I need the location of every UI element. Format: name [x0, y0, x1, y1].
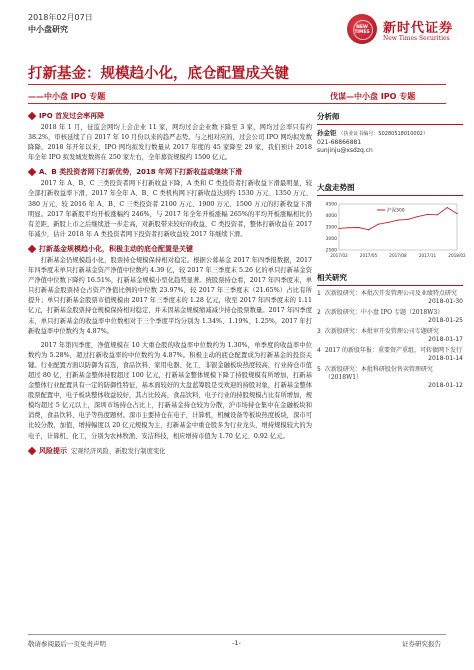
section-heading-text: A、B 类投资者网下打新优势，2018 年网下打新收益或继续下滑: [39, 168, 243, 177]
analyst-email: sunjinju@xsdzq.cn: [317, 147, 373, 154]
data-point: [397, 219, 398, 220]
title-divider: [28, 84, 446, 85]
section-heading: [28, 111, 312, 121]
y-tick-label: 3500: [325, 225, 337, 230]
related-item-date: 2018-01-25: [428, 316, 463, 324]
sidebar: [317, 111, 466, 393]
section-heading: [28, 244, 312, 254]
risk-text: 宏观经济风险、新股发行制度变化: [71, 448, 166, 456]
analyst-phone: 021-68866881: [317, 138, 362, 146]
x-tick-label: 2017/02: [330, 252, 348, 258]
y-tick-label: 4000: [325, 213, 337, 219]
x-tick-label: 2018/02: [448, 252, 466, 258]
related-item-title: 次新股研究：中小盘 IPO 专题（2018W3）: [324, 308, 444, 316]
company-logo: [347, 14, 461, 48]
x-tick-label: 2017/05: [359, 252, 378, 258]
logo-chinese-name: 新时代证券: [383, 21, 454, 36]
section-heading-text: 打新基金规模趋小化，积极主动的底仓配置是关键: [39, 244, 193, 253]
y-tick-label: 4500: [325, 202, 337, 207]
analyst-name: 孙金钜: [317, 129, 337, 137]
related-item[interactable]: [317, 328, 463, 344]
related-item-title: 次新股研究：本批审开发管理公司专题研究: [324, 327, 439, 335]
related-item-title: 次新股研究：本批科研股份售卖管理研究（2018W1）: [324, 365, 433, 381]
data-point: [456, 213, 457, 214]
section-paragraph: 打新基金仍规模趋小化，股票持仓规模保持相对稳定。根据公募基金 2017 年四季报数据，2017 年四季度末单只打新基金资产净值中位数约 4.39 亿，较 2017 年三季度末 5.26 亿的单只打新基金资产净值中位数下降约 16.51%，打新基金规模小型化趋势显著。统股票持仓看，2017 年四季度末，单只打新基金股票持仓占资产净值比例的中位数 23.97%，较 2017 年三季度末（21.65%）占比有所提升；单只打新基金股票市值规模由 2017 年三季度末的 1.28 亿元，收至 2017 年四季度末的 1.11 亿元，打新基金股票持仓规模保持相对稳定，并未因基金规模缩减减少持仓股票数量。2017 年四季度末，单只打新基金的收益率中位数相对于三个季度平均分别为 1.34%、1.19%、1.25%，2017 年打新收益率中位数约为 4.87%。: [28, 256, 312, 335]
section-heading-text: 风险提示: [39, 446, 67, 455]
logo-english-name: New Times Securities: [383, 35, 450, 42]
related-item[interactable]: [317, 366, 463, 390]
diamond-bullet-icon: [28, 245, 36, 253]
related-item-date: 2018-01-17: [428, 335, 463, 343]
section-heading: [28, 167, 312, 177]
section-paragraph: 2017 年 A、B、C 三类投资者网下打新收益下降，A 类和 C 类投资者打新收益下滑最明显，较全部打新收益率下滑，2017 年全年 A、B、C 类机构网下打新收益达到约 1530 万元、1350 万元、380 万元，较 2016 年 A、B、C 三类投资者 2100 万元、1900 万元、1500 万元的打新收益下滑明显。2017 年新股平均开板涨幅约 246%，与 2017 年全年开板涨幅 265%的平均开板涨幅相比仍有差距，新股上市之后继续进一步走高，对新股带来较好的收益，C 类投资者，整体打新收益在 2017 年减少，估计 2018 年 A 类投资者网下投资者打新收益较 2017 年继续下滑。: [28, 180, 312, 238]
data-point: [407, 218, 408, 219]
report-date: 2018年02月07日: [28, 13, 93, 22]
diamond-bullet-icon: [28, 112, 36, 120]
related-list: [317, 290, 463, 390]
related-item-number: 5: [317, 365, 321, 373]
data-point: [447, 206, 448, 207]
analyst-cert: （执业证书编号：S0280518010002）: [338, 131, 428, 137]
risk-heading: [28, 446, 312, 456]
report-series: 伐谋—中小盘 IPO 专题: [330, 92, 416, 101]
related-item[interactable]: [317, 309, 463, 325]
report-title: 打新基金：规模趋小化，底仓配置成关键: [28, 66, 289, 82]
legend-label: 沪深300: [387, 208, 405, 213]
related-item-number: 1: [317, 289, 321, 297]
analyst-heading: 分析师: [317, 111, 463, 125]
y-tick-label: 3000: [325, 236, 337, 242]
section-heading-text: IPO 首发过会率再降: [39, 112, 105, 120]
x-tick-label: 2017/08: [389, 252, 407, 258]
related-item[interactable]: [317, 290, 463, 306]
related-item-date: 2018-01-30: [428, 297, 463, 305]
page-number: -1-: [232, 639, 241, 647]
data-point: [338, 227, 339, 228]
logo-badge-text: NEW TIMES: [354, 25, 370, 35]
x-tick-label: 2017/11: [418, 252, 437, 258]
y-tick-label: 2500: [325, 248, 337, 253]
data-point: [368, 229, 369, 230]
section-paragraph: 2017 年第四季度，净值规模在 10 大重仓股的收益率中位数约为 1.30%，单季度的收益率中位数约为 5.28%，超过打新收益率的中位数约为 4.87%。积极主动的底仓配置成为打新基金的投资关键。行业配置方面以防御为首选，食品饮料、家用电器、化工、非银金融板块热度较高，行业持仓市值超过 80 亿，打新基金整体持股超过 100 亿元，打新基金整体规模下降了持股规模有所增加，打新基金整体行业配置具有一定的防御性特征，基本面较好的大盘蓝筹股是受欢迎的持股对象，打新基金整体股票配置中，电子板块整体收益较好，其占比较高，食品饮料、电子行业的持股规模占比有所增加，规模均超过 5 亿元以上，深圳市场持仓占比上，打新基金持仓较为分散，沪市场持仓集中在金融板块和消费，食品饮料、电子等热度题材。深市主要持仓在电子，计算机，机械设备等板块热度板块，深市可比较分散，加值，增持幅度以 20 亿元规模为主，打新基金中重仓股多为行业龙头，增持规模较大的为电子，计算机、化工，分别为农林牧渔、安洁科技，相应增持市值为 1.70 亿元、0.92 亿元。: [28, 341, 312, 440]
related-heading: 相关研究: [317, 272, 463, 286]
main-content: [28, 111, 312, 458]
data-point: [427, 213, 428, 214]
related-item-title: 次新股研究：本批次开发管理公司及业绩特点研究: [324, 289, 457, 297]
related-item-number: 2: [317, 308, 321, 316]
data-point: [388, 221, 389, 222]
footer-divider: [28, 634, 446, 635]
footer-report-type: 证券研究报告: [402, 640, 441, 648]
related-item[interactable]: [317, 347, 463, 363]
analyst-info: [317, 129, 463, 156]
data-point: [437, 214, 438, 215]
diamond-bullet-icon: [28, 168, 36, 176]
report-category: 中小盘研究: [28, 25, 68, 34]
related-item-number: 3: [317, 327, 321, 335]
market-chart-svg: [317, 200, 466, 262]
data-point: [358, 226, 359, 227]
diamond-bullet-icon: [28, 446, 36, 454]
report-subtitle: ——中小盘 IPO 专题: [28, 92, 106, 101]
data-point: [378, 223, 379, 224]
market-chart-heading: 大盘走势图: [317, 182, 463, 196]
related-item-date: 2018-01-12: [428, 381, 463, 389]
data-point: [348, 227, 349, 228]
section-paragraph: 2018 年 1 月，征监会网均上会企业 11 家，网均过会企业数下降至 3 家，网均过会率只有约 38.2%，审核延续了自 2017 年 10 月份以来的趋严态势。与之相对应的，过会公司 IPO 网均拟发数降降，2018 年开年以来，IPO 网均拟发行数量从 2017 年度的 45 家降至 29 家，我们预计 2018 年全年 IPO 拟发城发数将在 250 家左右，全年募资规模约 1500 亿元。: [28, 124, 312, 162]
data-point: [417, 216, 418, 217]
related-item-title: 2017 的新股年报：重要资产重组、可转债网下发行: [324, 346, 463, 354]
related-item-date: 2018-01-14: [428, 354, 463, 362]
subtitle-divider: [28, 103, 446, 104]
related-item-number: 4: [317, 346, 321, 354]
market-chart: [317, 200, 466, 262]
footer-disclaimer: 敬请参阅最后一页免责声明: [28, 640, 106, 648]
